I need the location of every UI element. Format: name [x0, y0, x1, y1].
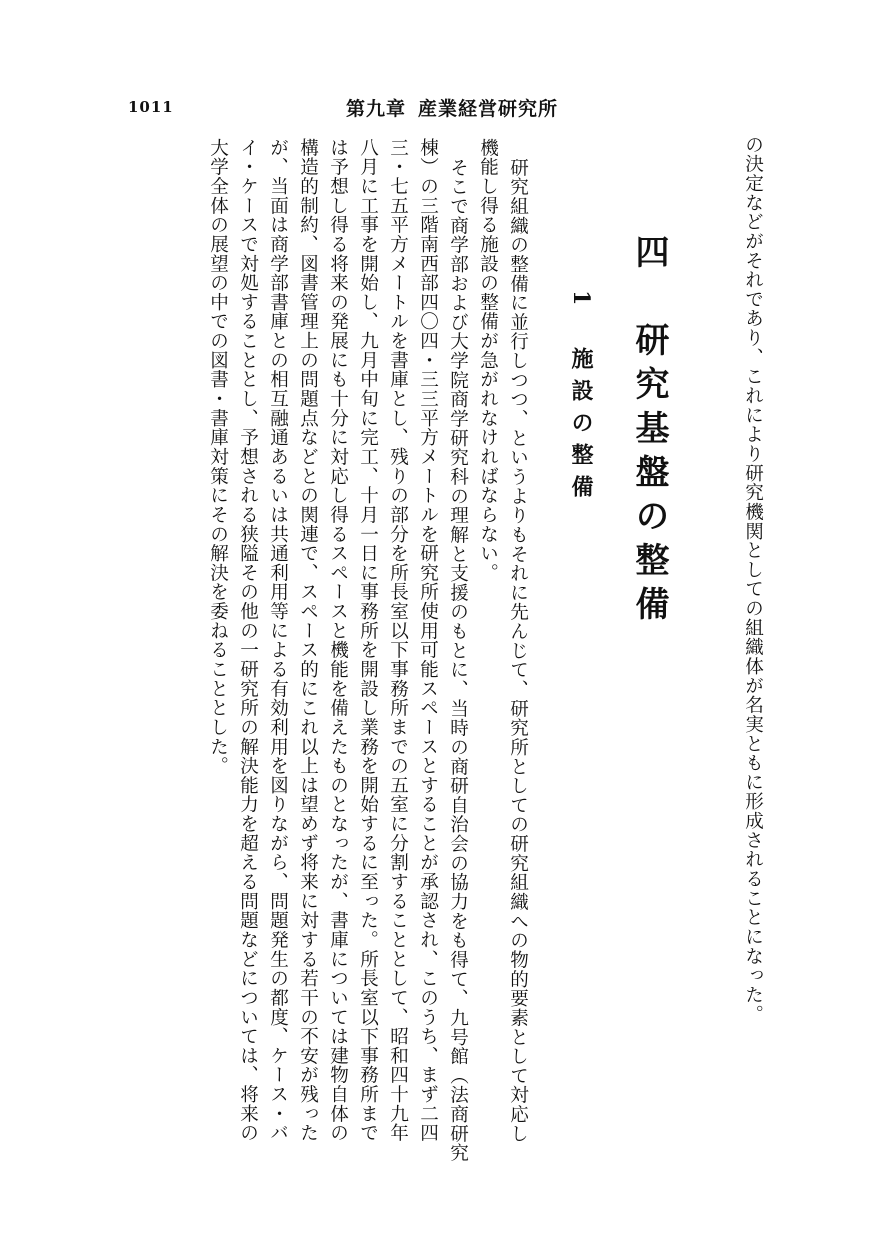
body-column-2: 研究組織の整備に並行しつつ、というよりもそれに先んじて、研究所としての研究組織への物的要素として対応し: [507, 158, 529, 1144]
chapter-title: 産業経営研究所: [418, 98, 559, 120]
body-column-12: 大学全体の展望の中での図書・書庫対策にその解決を委ねることとした。: [207, 138, 229, 776]
page-number: 1011: [128, 98, 174, 116]
body-column-7: 八月に工事を開始し、九月中旬に完工、十月一日に事務所を開設し業務を開始するに至った。所長室以下事務所まで: [357, 138, 379, 1143]
body-column-4: そこで商学部および大学院商学研究科の理解と支援のもとに、当時の商研自治会の協力をも得て、九号館（法商研究: [447, 158, 469, 1163]
body-column-1: の決定などがそれであり、これにより研究機関としての組織体が名実ともに形成されることになった。: [742, 135, 764, 1024]
body-column-3: 機能し得る施設の整備が急がれなければならない。: [477, 138, 499, 583]
body-column-10: が、当面は商学部書庫との相互融通あるいは共通利用等による有効利用を図りながら、問題発生の都度、ケース・バ: [267, 138, 289, 1143]
body-column-6: 三・七五平方メートルを書庫とし、残りの部分を所長室以下事務所までの五室に分割することとして、昭和四十九年: [387, 138, 409, 1143]
running-header: [346, 94, 558, 121]
chapter-label: 第九章: [346, 98, 407, 120]
body-column-8: は予想し得る将来の発展にも十分に対応し得るスペースと機能を備えたものとなったが、書庫については建物自体の: [327, 138, 349, 1143]
body-column-5: 棟）の三階南西部四〇四・三三平方メートルを研究所使用可能スペースとすることが承認され、このうち、まず二四: [417, 138, 439, 1143]
body-column-11: イ・ケースで対処することとし、予想される狭隘その他の一研究所の解決能力を超える問題などについては、将来の: [237, 138, 259, 1143]
subsection-heading: 1 施設の整備: [568, 290, 594, 508]
section-heading: 四 研究基盤の整備: [629, 234, 669, 630]
body-column-9: 構造的制約、図書管理上の問題点などとの関連で、スペース的にこれ以上は望めず将来に対する若干の不安が残った: [297, 138, 319, 1143]
